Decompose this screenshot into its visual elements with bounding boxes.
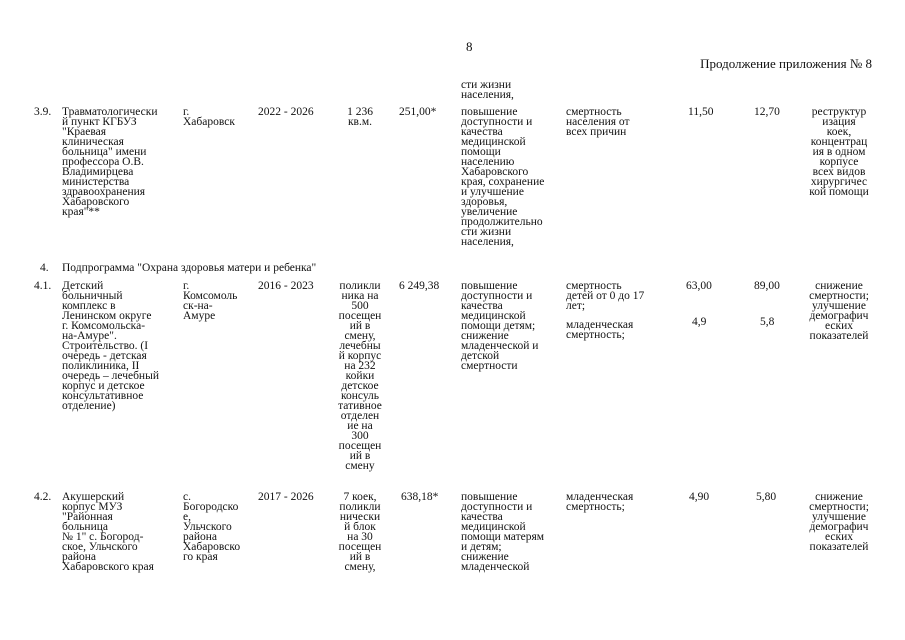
- object-name: Детский больничный комплекс в Ленинском округе г. Комсомольска- на-Амуре". Строительство. (I очередь - детская поликлиника, II очередь – лечебный корпус и детское консультативное отделение): [62, 280, 159, 412]
- indicator-2: младенческая смертность;: [566, 319, 634, 341]
- indicator-value-2: 12,70: [754, 106, 780, 118]
- continuation-note: Продолжение приложения № 8: [700, 56, 872, 71]
- expected-result: снижение смертности; улучшение демографич еских показателей: [809, 491, 869, 553]
- goal: повышение доступности и качества медицинской помощи детям; снижение младенческой и детской смертности: [461, 280, 539, 372]
- expected-result: снижение смертности; улучшение демографич еских показателей: [809, 280, 869, 342]
- cost: 638,18*: [401, 491, 439, 503]
- implementation-period: 2017 - 2026: [258, 491, 314, 503]
- indicator: младенческая смертность;: [566, 491, 634, 513]
- object-name: Акушерский корпус МУЗ "Районная больница № 1" с. Богород- ское, Ульчского района Хабаровского края: [62, 491, 154, 573]
- indicator-value-2a: 89,00: [754, 280, 780, 292]
- indicator-value-1: 11,50: [688, 106, 714, 118]
- goal: повышение доступности и качества медицинской помощи матерям и детям; снижение младенческой: [461, 491, 545, 573]
- row-number: 4.2.: [34, 491, 52, 503]
- cost: 6 249,38: [399, 280, 440, 292]
- capacity: 1 236 кв.м.: [347, 106, 373, 128]
- goal: повышение доступности и качества медицинской помощи населению Хабаровского края, сохранение и улучшение здоровья, увеличение продолжительно сти жизни населения,: [461, 106, 545, 248]
- goal-fragment: сти жизни населения,: [461, 79, 514, 101]
- capacity: 7 коек, поликли нически й блок на 30 посещен ий в смену,: [338, 491, 382, 573]
- indicator-value-1b: 4,9: [692, 316, 707, 328]
- object-location: г. Комсомоль ск-на- Амуре: [183, 280, 238, 322]
- subprogram-title: Подпрограмма "Охрана здоровья матери и ребенка": [62, 262, 317, 274]
- subprogram-number: 4.: [40, 262, 49, 274]
- page-number: 8: [466, 39, 473, 54]
- indicator-value-2: 5,80: [756, 491, 777, 503]
- row-number: 4.1.: [34, 280, 52, 292]
- indicator-value-1a: 63,00: [686, 280, 712, 292]
- row-number: 3.9.: [34, 106, 52, 118]
- indicator: смертность населения от всех причин: [566, 106, 630, 138]
- object-name: Травматологически й пункт КГБУЗ "Краевая клиническая больница" имени профессора О.В. Владимирцева министерства здравоохранения Хабаровского края"**: [62, 106, 158, 218]
- object-location: с. Богородско е, Ульчского района Хабаровско го края: [183, 491, 241, 563]
- expected-result: реструктур изация коек, концентрац ия в одном корпусе всех видов хирургичес кой помощи: [809, 106, 869, 198]
- indicator-1: смертность детей от 0 до 17 лет;: [566, 280, 645, 312]
- cost: 251,00*: [399, 106, 437, 118]
- implementation-period: 2022 - 2026: [258, 106, 314, 118]
- indicator-value-2b: 5,8: [760, 316, 775, 328]
- indicator-value-1: 4,90: [689, 491, 710, 503]
- capacity: поликли ника на 500 посещен ий в смену, лечебны й корпус на 232 койки детское консуль тативное отделен ие на 300 посещен ий в смену: [338, 280, 382, 472]
- object-location: г. Хабаровск: [183, 106, 235, 128]
- implementation-period: 2016 - 2023: [258, 280, 314, 292]
